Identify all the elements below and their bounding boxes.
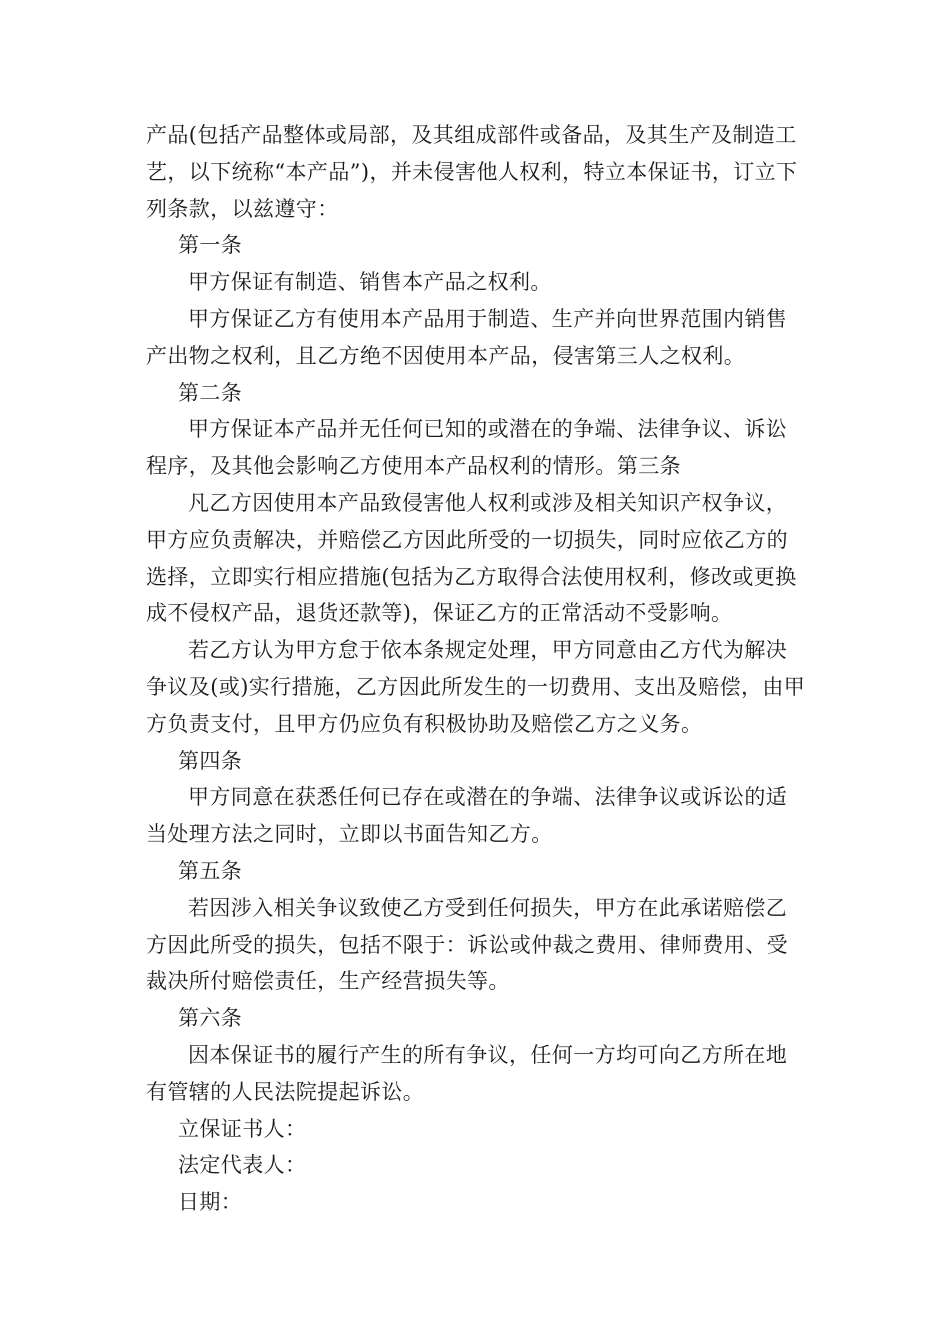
signatory-label: 立保证书人： [178,1116,307,1141]
article-1-paragraph-1: 甲方保证有制造、销售本产品之权利。 [188,270,552,295]
article-2-heading: 第二条 [178,380,243,405]
article-6-paragraph-1: 因本保证书的履行产生的所有争议，任何一方均可向乙方所在地有管辖的人民法院提起诉讼。 [146,1042,788,1104]
legal-representative-label: 法定代表人： [178,1153,307,1178]
article-6-heading: 第六条 [178,1006,243,1031]
document-body [146,117,808,1221]
article-4-paragraph-1: 甲方同意在获悉任何已存在或潜在的争端、法律争议或诉讼的适当处理方法之同时，立即以书面告知乙方。 [146,785,788,847]
article-5-paragraph-1: 若因涉入相关争议致使乙方受到任何损失，甲方在此承诺赔偿乙方因此所受的损失，包括不限于：诉讼或仲裁之费用、律师费用、受裁决所付赔偿责任，生产经营损失等。 [146,895,788,994]
article-2-paragraph-1: 甲方保证本产品并无任何已知的或潜在的争端、法律争议、诉讼程序，及其他会影响乙方使用本产品权利的情形。第三条 [146,417,788,479]
intro-paragraph: 产品(包括产品整体或局部，及其组成部件或备品，及其生产及制造工艺，以下统称“本产品”)，并未侵害他人权利，特立本保证书，订立下列条款，以兹遵守： [146,123,798,221]
article-3-paragraph-1: 凡乙方因使用本产品致侵害他人权利或涉及相关知识产权争议，甲方应负责解决，并赔偿乙方因此所受的一切损失，同时应依乙方的选择，立即实行相应措施(包括为乙方取得合法使用权利，修改或更换成不侵权产品，退货还款等)，保证乙方的正常活动不受影响。 [146,490,797,626]
article-4-heading: 第四条 [178,748,243,773]
article-5-heading: 第五条 [178,858,243,883]
article-1-heading: 第一条 [178,233,243,258]
article-3-paragraph-2: 若乙方认为甲方怠于依本条规定处理，甲方同意由乙方代为解决争议及(或)实行措施，乙方因此所发生的一切费用、支出及赔偿，由甲方负责支付，且甲方仍应负有积极协助及赔偿乙方之义务。 [146,638,806,736]
date-label: 日期： [178,1190,243,1215]
article-1-paragraph-2: 甲方保证乙方有使用本产品用于制造、生产并向世界范围内销售产出物之权利，且乙方绝不因使用本产品，侵害第三人之权利。 [146,306,788,368]
